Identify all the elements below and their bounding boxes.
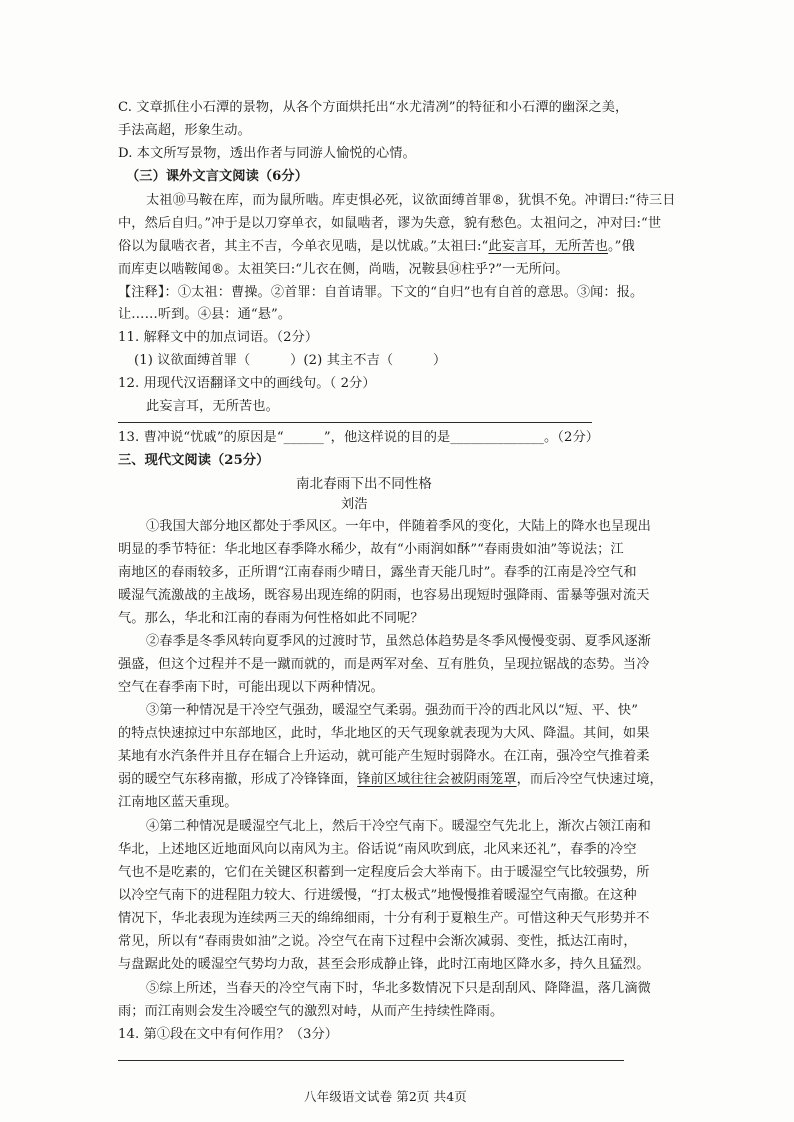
answer-line-14 (118, 1060, 624, 1061)
para4-line4: 以冷空气南下的进程阻力较大、行进缓慢，“打太极式”地慢慢推着暖湿空气南撤。在这种 (118, 888, 637, 903)
question-14: 14. 第①段在文中有何作用？（3分） (118, 1027, 339, 1042)
para3-line5: 江南地区蓝天重现。 (118, 795, 238, 810)
question-11-items: (1) 议欲面缚首罪（ ）(2) 其主不吉（ ） (134, 353, 447, 368)
question-11: 11. 解释文中的加点词语。（2分） (118, 330, 319, 345)
para2-line3: 空气在春季南下时，可能出现以下两种情况。 (118, 680, 384, 695)
article-author: 刘浩 (341, 497, 368, 512)
para4-line1: ④第二种情况是暖湿空气北上，然后干冷空气南下。暖湿空气先北上，渐次占领江南和 (146, 819, 651, 834)
para2-line2: 强盛，但这个过程并不是一蹴而就的，而是两军对垒、互有胜负，呈现拉锯战的态势。当冷 (118, 657, 650, 672)
page-footer: 八年级语文试卷 第2页 共4页 (304, 1089, 467, 1104)
option-d: D. 本文所写景物，透出作者与同游人愉悦的心情。 (118, 146, 416, 161)
para2-line1: ②春季是冬季风转向夏季风的过渡时节，虽然总体趋势是冬季风慢慢变弱、夏季风逐渐 (146, 634, 651, 649)
para1-line2: 明显的季节特征：华北地区春季降水稀少，故有“小雨润如酥”“春雨贵如油”等说法；江 (118, 542, 624, 557)
classical-para-line2: 中，然后自归。”冲于是以刀穿单衣，如鼠啮者，谬为失意，貌有愁色。太祖问之，冲对曰:“世 (118, 216, 662, 231)
para3-underlined: 锋前区域往往会被阴雨笼罩 (357, 772, 517, 787)
question-12-sentence: 此妄言耳，无所苦也。 (146, 399, 279, 414)
classical-heading: （三）课外文言文阅读（6分） (126, 169, 309, 184)
para3-tail: ，而后冷空气快速过境， (516, 772, 663, 787)
classical-para-line4: 而库吏以啮鞍闻®。太祖笑曰:“儿衣在侧，尚啮，况鞍县⑭柱乎?”一无所问。 (118, 262, 569, 277)
para5-line1: ⑤综上所述，当春天的冷空气南下时，华北多数情况下只是刮刮风、降降温，落几滴微 (146, 981, 651, 996)
classical-para-line1: 太祖⑩马鞍在库，而为鼠所啮。库吏惧必死，议欲面缚首罪®，犹惧不免。冲谓曰:“待三日 (146, 193, 676, 208)
para3-line4 (118, 770, 663, 790)
article-title: 南北春雨下出不同性格 (296, 476, 432, 492)
para4-line3: 气也不是吃素的，它们在关键区积蓄到一定程度后会大举南下。由于暖湿空气比较强势，所 (118, 865, 650, 880)
question-12: 12. 用现代汉语翻译文中的画线句。（ 2分） (118, 376, 376, 391)
para3-line1: ③第一种情况是干冷空气强劲，暖湿空气柔弱。强劲而干冷的西北风以“短、平、快” (146, 703, 639, 718)
underlined-sentence: 此妄言耳，无所苦也 (488, 239, 608, 254)
option-c-line2: 手法高超，形象生动。 (118, 123, 251, 138)
answer-line-12 (118, 422, 592, 423)
para4-line6: 常见，所以有“春雨贵如油”之说。冷空气在南下过程中会渐次减弱、变性，抵达江南时， (118, 934, 637, 949)
classical-text: 俗以为鼠啮衣者，其主不吉，今单衣见啮，是以忧戚。”太祖曰:“ (118, 239, 489, 254)
para1-line4: 暖湿气流激战的主战场，既容易出现连绵的阴雨，也容易出现短时强降雨、雷暴等强对流天 (118, 588, 650, 603)
para4-line5: 情况下，华北表现为连续两三天的绵绵细雨，十分有利于夏粮生产。可惜这种天气形势并不 (118, 911, 650, 926)
para4-line7: 与盘踞此处的暖湿空气势均力敌，甚至会形成静止锋，此时江南地区降水多，持久且猛烈。 (118, 957, 650, 972)
annotation-line1: 【注释】：①太祖：曹操。②首罪：自首请罪。下文的“自归”也有自首的意思。③闻：报。 (118, 285, 644, 300)
para1-line1: ①我国大部分地区都处于季风区。一年中，伴随着季风的变化，大陆上的降水也呈现出 (146, 519, 651, 534)
option-c-line1: C. 文章抓住小石潭的景物，从各个方面烘托出“水尤清冽”的特征和小石潭的幽深之美， (118, 100, 629, 115)
para3-line2: 的特点快速掠过中东部地区，此时，华北地区的天气现象就表现为大风、降温。其间，如果 (118, 726, 650, 741)
question-13: 13. 曹冲说“忧戚”的原因是“______”，他这样说的目的是______________。（2分） (118, 430, 600, 445)
para5-line2: 雨；而江南则会发生冷暖空气的激烈对峙，从而产生持续性降雨。 (118, 1004, 504, 1019)
modern-heading: 三、现代文阅读（25分） (118, 453, 270, 468)
para3-line3: 某地有水汽条件并且存在辐合上升运动，就可能产生短时弱降水。在江南，强冷空气推着柔 (118, 749, 650, 764)
para1-line5: 气。那么，华北和江南的春雨为何性格如此不同呢？ (118, 611, 424, 626)
classical-para-line3 (118, 237, 635, 257)
para3-text: 弱的暖空气东移南撤，形成了冷锋锋面， (118, 772, 358, 787)
para4-line2: 华北，上述地区近地面风向以南风为主。俗话说“南风吹到底，北风来还礼”，春季的冷空 (118, 842, 637, 857)
para1-line3: 南地区的春雨较多，正所谓“江南春雨少晴日，露坐青天能几时”。春季的江南是冷空气和 (118, 565, 637, 580)
classical-text-end: 。”俄 (607, 239, 635, 254)
annotation-line2: 让……听到。④县：通“悬”。 (118, 307, 292, 322)
